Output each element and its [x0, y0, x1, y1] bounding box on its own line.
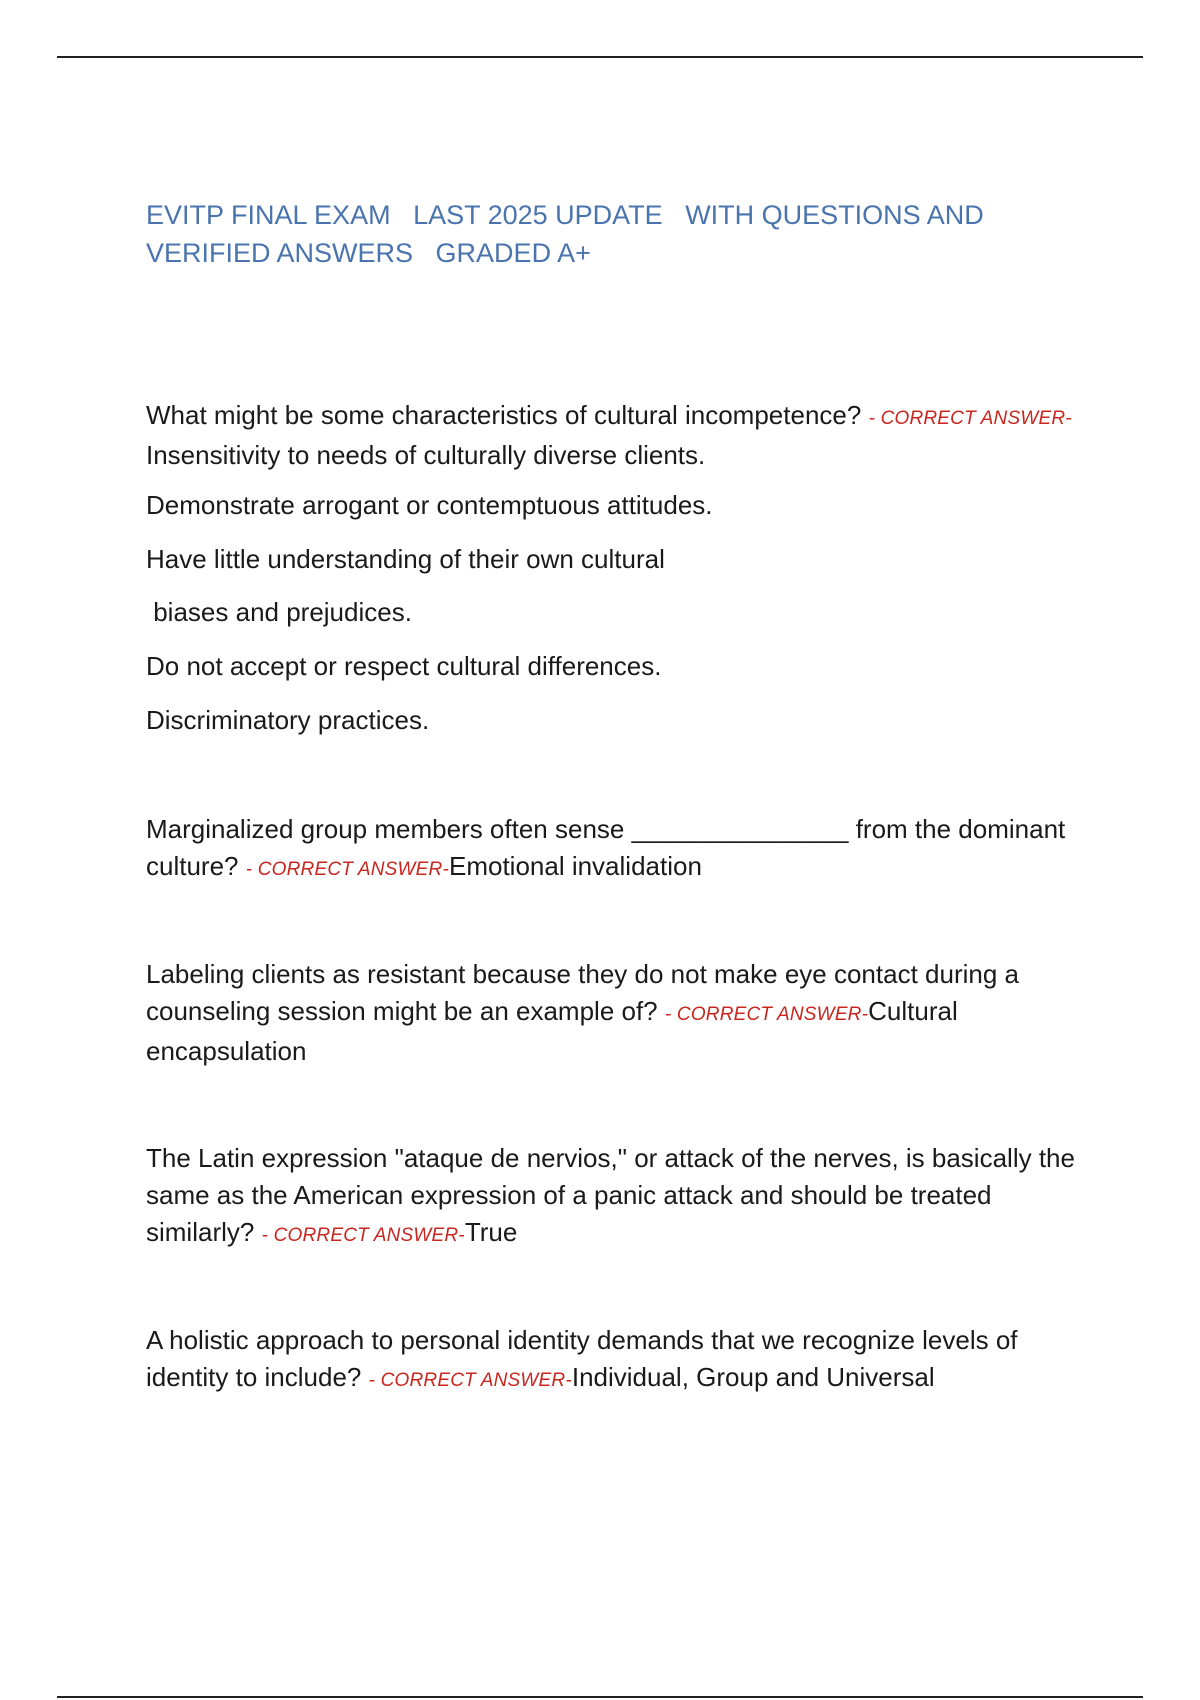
answer-text: True	[464, 1217, 518, 1247]
question-block	[146, 1140, 1076, 1254]
answer-text: Cultural encapsulation	[146, 996, 958, 1066]
question-block	[146, 811, 1076, 888]
question-text: What might be some characteristics of cultural incompetence?	[146, 400, 862, 430]
question-block	[146, 1322, 1076, 1399]
correct-answer-tag: - CORRECT ANSWER-	[368, 1370, 572, 1391]
top-rule	[57, 56, 1143, 58]
document-title: EVITP FINAL EXAM LAST 2025 UPDATE WITH QUESTIONS AND VERIFIED ANSWERS GRADED A+	[146, 200, 992, 268]
question-text: A holistic approach to personal identity demands that we recognize levels of identity to include?	[146, 1325, 1018, 1392]
question-text: Marginalized group members often sense _______________ from the dominant culture?	[146, 814, 1066, 881]
answer-line: Have little understanding of their own cultural	[146, 544, 665, 574]
bottom-rule	[57, 1696, 1143, 1698]
correct-answer-tag: - CORRECT ANSWER-	[664, 1004, 869, 1025]
correct-answer-tag: - CORRECT ANSWER-	[868, 408, 1072, 429]
answer-line: Demonstrate arrogant or contemptuous attitudes.	[146, 490, 713, 520]
correct-answer-tag: - CORRECT ANSWER-	[261, 1225, 465, 1246]
answer-text: Emotional invalidation	[448, 851, 702, 881]
answer-line: biases and prejudices.	[146, 597, 412, 627]
answer-text: Individual, Group and Universal	[571, 1362, 935, 1392]
correct-answer-tag: - CORRECT ANSWER-	[245, 859, 449, 880]
question-block	[146, 397, 1076, 474]
answer-line: Discriminatory practices.	[146, 705, 430, 735]
question-block	[146, 956, 1076, 1070]
answer-line: Do not accept or respect cultural differences.	[146, 651, 662, 681]
question-text: Labeling clients as resistant because they do not make eye contact during a counseling session might be an example of?	[146, 959, 1019, 1026]
question-text: The Latin expression "ataque de nervios," or attack of the nerves, is basically the same as the American expression of a panic attack and should be treated similarly?	[146, 1143, 1075, 1247]
answer-text: Insensitivity to needs of culturally diverse clients.	[146, 440, 706, 470]
